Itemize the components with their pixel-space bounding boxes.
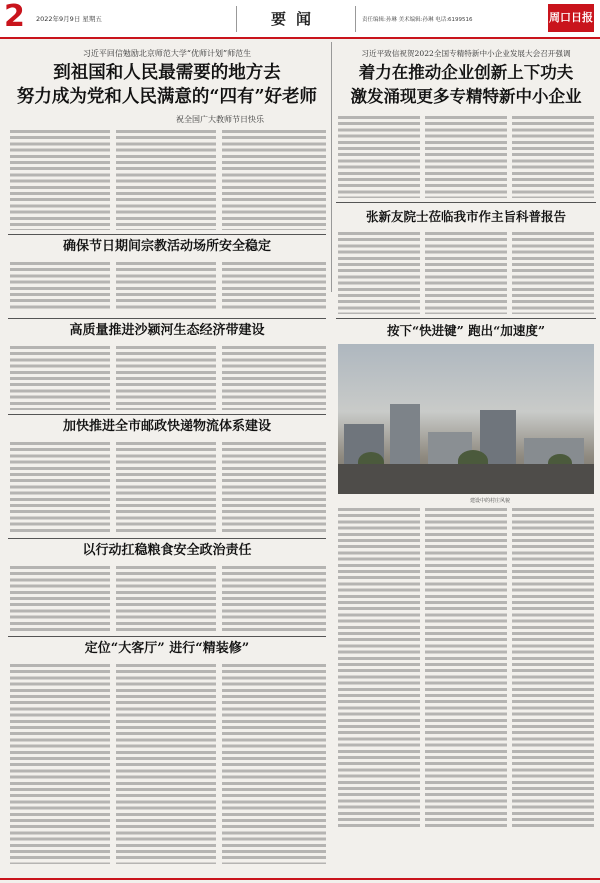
story7-body-col1 <box>10 442 110 534</box>
story8-top-rule <box>8 538 326 539</box>
story3-body-col2 <box>116 262 216 310</box>
story7-body-col2 <box>116 442 216 534</box>
story9-body-col1 <box>10 664 110 864</box>
story7-headline: 加快推进全市邮政快递物流体系建设 <box>62 419 271 434</box>
photo-road <box>338 464 594 494</box>
story9-headline: 定位“大客厅” 进行“精装修” <box>84 641 250 656</box>
story1-headline-line1: 到祖国和人民最需要的地方去 <box>53 63 281 83</box>
masthead-rule <box>0 37 600 39</box>
section-label-box <box>236 6 356 32</box>
newspaper-logo: 周口日报 <box>548 4 594 32</box>
story2-bottom-rule <box>336 202 596 203</box>
story6-body-col2 <box>425 508 507 828</box>
story1-body-col1 <box>10 130 110 230</box>
story8-body-col1 <box>10 566 110 632</box>
masthead <box>0 0 600 38</box>
story1-subline: 祝全国广大教师节日快乐 <box>176 115 264 124</box>
story5-top-rule <box>8 318 326 319</box>
story4-body-col1 <box>338 232 420 314</box>
story1-kicker: 习近平回信勉励北京师范大学“优师计划”师范生 <box>82 49 252 58</box>
story3-headline: 确保节日期间宗教活动场所安全稳定 <box>62 239 271 254</box>
story4-body-col3 <box>512 232 594 314</box>
issue-date: 2022年9月9日 星期五 <box>36 15 102 23</box>
story6-top-rule <box>336 318 596 319</box>
story7-top-rule <box>8 414 326 415</box>
story1-headline-line2: 努力成为党和人民满意的“四有”好老师 <box>16 87 318 107</box>
story3-top-rule <box>8 234 326 235</box>
story5-headline: 高质量推进沙颍河生态经济带建设 <box>69 323 265 338</box>
story2-body-col2 <box>425 116 507 198</box>
story9-body-col2 <box>116 664 216 864</box>
story1-body-col3 <box>222 130 326 230</box>
story5-body-col2 <box>116 346 216 410</box>
editor-credits: 责任编辑:孙琳 美术编辑:孙琳 电话:6199516 <box>362 17 473 23</box>
story2-body-col1 <box>338 116 420 198</box>
story8-body-col3 <box>222 566 326 632</box>
story3-body-col3 <box>222 262 326 310</box>
story6-headline: 按下“快进键” 跑出“加速度” <box>386 323 546 338</box>
section-label: 要闻 <box>270 10 321 28</box>
story9-top-rule <box>8 636 326 637</box>
story4-body-col2 <box>425 232 507 314</box>
photo-caption: 建设中的村庄风貌 <box>470 498 511 504</box>
story2-headline-line2: 激发涌现更多专精特新中小企业 <box>350 87 582 106</box>
story2-body-col3 <box>512 116 594 198</box>
column-divider <box>331 42 332 292</box>
story8-headline: 以行动扛稳粮食安全政治责任 <box>82 543 252 558</box>
story7-body-col3 <box>222 442 326 534</box>
story6-body-col1 <box>338 508 420 828</box>
story4-headline: 张新友院士莅临我市作主旨科普报告 <box>365 209 566 224</box>
story3-body-col1 <box>10 262 110 310</box>
page-bottom-rule <box>0 878 600 880</box>
story6-photo <box>338 344 594 494</box>
story8-body-col2 <box>116 566 216 632</box>
page-number: 2 <box>4 0 25 34</box>
story1-body-col2 <box>116 130 216 230</box>
story2-kicker: 习近平致信祝贺2022全国专精特新中小企业发展大会召开强调 <box>361 49 571 58</box>
story2-headline-line1: 着力在推动企业创新上下功夫 <box>358 63 574 82</box>
story9-body-col3 <box>222 664 326 864</box>
story6-body-col3 <box>512 508 594 828</box>
story5-body-col3 <box>222 346 326 410</box>
story5-body-col1 <box>10 346 110 410</box>
